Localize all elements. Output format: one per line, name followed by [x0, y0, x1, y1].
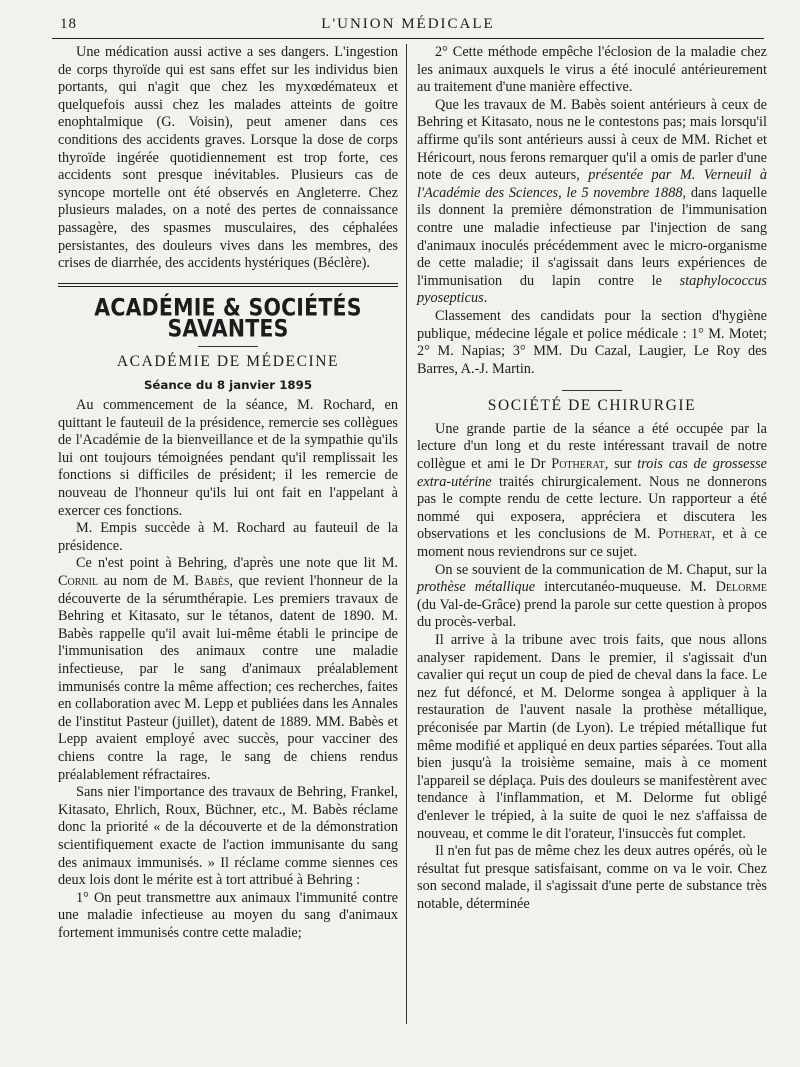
text-run: .: [483, 290, 488, 307]
text-run: au nom de M.: [98, 573, 195, 590]
paragraph: Au commencement de la séance, M. Rochard, en quittant le fauteuil de la présidence, remercie ses collègues de l'Académie de la bienveillance et de la sympathie qu'ils lui ont toujours témoignées pendant qu'il remplissait les fonctions si difficiles de président; il les remercie de nouveau de l'honneur qu'ils lui ont fait en l'appelant à exercer ces fonctions.: [58, 397, 398, 519]
header-rule: [52, 38, 764, 39]
left-column: [58, 44, 398, 943]
right-column: [417, 44, 767, 914]
name-potherat: Potherat: [657, 526, 712, 543]
italic-run: présentée par M. Verneuil à l'Académie des Sciences, le 5 novembre 1888: [417, 167, 768, 201]
italic-run: prothèse métallique: [417, 579, 536, 596]
paragraph: Sans nier l'importance des travaux de Behring, Frankel, Kitasato, Ehrlich, Roux, Büchner, etc., M. Babès réclame donc la priorité « de la découverte et de la démonstration scientifiquement exacte de l'action immunisante du sang des animaux immunisés. » Il réclame comme siennes ces deux lois dont le mérite est à tort attribué à Behring :: [58, 784, 398, 889]
spacer: [417, 378, 767, 390]
text-run: , et à ce moment nous reviendrons sur ce sujet.: [417, 526, 767, 561]
paragraph: [417, 562, 767, 632]
paragraph: [417, 421, 767, 562]
page-number: 18: [60, 16, 77, 32]
heading-rule: [562, 390, 622, 391]
text-run: Ce n'est point à Behring, d'après une note que lit M.: [76, 555, 398, 572]
text-run: intercutanéo-muqueuse. M.: [535, 579, 716, 596]
name-delorme: Delorme: [715, 579, 767, 596]
text-run: Une grande partie de la séance a été occupée par la lecture d'un long et du reste intéressant travail de notre collègue et ami le Dr: [417, 420, 767, 473]
paragraph: [58, 555, 398, 784]
paragraph: M. Empis succède à M. Rochard au fauteuil de la présidence.: [58, 520, 398, 554]
section-divider: [58, 283, 398, 287]
academy-heading: ACADÉMIE DE MÉDECINE: [116, 352, 340, 370]
italic-run: staphylococcus pyosepticus: [417, 272, 767, 307]
page-header: [52, 14, 764, 36]
intro-paragraph: Une médication aussi active a ses dangers. L'ingestion de corps thyroïde qui est sans effet sur les individus bien portants, qui n'agit que chez les myxœdémateux et quelquefois aussi chez les malades atteints de goitre enophtalmique (G. Voisin), peut amener dans ces conditions des accidents graves. Lorsque la dose de corps thyroïde ingérée quotidiennement est trop forte, ces accidents sont presque inévitables. Plusieurs cas de syncope mortelle ont été observés en Angleterre. Chez plusieurs malades, on a noté des pertes de connaissance passagère, des spasmes musculaires, des céphalées persistantes, des douleurs vives dans les membres, des crises de diarrhée, des accidents hystériques (Béclère).: [58, 44, 398, 272]
paragraph: Classement des candidats pour la section d'hygiène publique, médecine légale et police médicale : 1° M. Motet; 2° M. Napias; 3° MM. Du Cazal, Laugier, Le Roy des Barres, A.-J. Martin.: [417, 307, 767, 377]
paragraph: [417, 97, 767, 308]
session-date: Séance du 8 janvier 1895: [143, 377, 313, 392]
column-divider: [406, 44, 407, 1024]
paragraph: 1° On peut transmettre aux animaux l'immunité contre une maladie infectieuse au moyen du sang d'animaux fortement immunisés contre cette maladie;: [58, 889, 398, 941]
running-title: L'UNION MÉDICALE: [321, 16, 495, 32]
heading-rule: [198, 346, 258, 347]
section-heading: ACADÉMIE & SOCIÉTÉS SAVANTES: [94, 293, 362, 342]
paragraph: 2° Cette méthode empêche l'éclosion de la maladie chez les animaux auxquels le virus a été inoculé antérieurement au traitement d'une manière effective.: [417, 44, 767, 96]
text-run: traités chirurgicalement. Nous ne donnerons pas le compte rendu de cette lecture. Un rapporteur a été nommé qui exposera, appréciera et discutera les observations et les conclusions de M.: [417, 473, 767, 543]
text-run: Que les travaux de M. Babès soient antérieurs à ceux de Behring et Kitasato, nous ne le contestons pas; mais lorsqu'il affirme qu'ils sont antérieurs aussi à ceux de MM. Richet et Héricourt, nous ferons remarquer qu'il a omis de parler d'une note de ces deux auteurs,: [417, 96, 767, 184]
text-run: , sur: [604, 456, 638, 473]
paragraph: Il n'en fut pas de même chez les deux autres opérés, où le résultat fut presque satisfaisant, comme on va le voir. Chez son second malade, il s'agissait d'une perte de substance très notable, déterminée: [417, 843, 767, 912]
text-run: , que revient l'honneur de la découverte de la sérumthérapie. Les premiers travaux de Behring et Kitasato, sur le tétanos, datent de 1890. M. Babès rappelle qu'il avait lui-même établi le principe de l'immunisation des animaux contre une maladie infectieuse, par le sang d'animaux préalablement immunisés contre la même affection; ces recherches, faites en collaboration avec M. Lepp et publiées dans les Annales de l'institut Pasteur (juillet), datent de 1889. MM. Babès et Lepp avaient employé avec succès, pour vacciner des chiens contre la rage, le sang de chiens rendus préalablement réfractaires.: [58, 573, 398, 783]
name-potherat: Potherat: [551, 456, 605, 473]
text-run: On se souvient de la communication de M. Chaput, sur la: [435, 561, 767, 578]
paragraph: Il arrive à la tribune avec trois faits, que nous allons analyser rapidement. Dans le premier, il s'agissait d'un cavalier qui reçut un coup de pied de cheval dans la face. Le nez fut défoncé, et M. Delorme songea à appliquer à la restauration de l'auvent nasale la prothèse métallique, préconisée par Martin (de Lyon). Le trépied métallique fut même modifié et appliqué en deux parties séparées. Tout alla bien jusqu'à la troisième semaine, mais à ce moment l'appareil se déplaça. Puis des douleurs se manifestèrent avec tendance à l'inflammation, et M. Delorme fut obligé d'enlever le trépied, à la suite de quoi le nez s'affaissa de nouveau, et comme le dit l'orateur, l'insuccès fut complet.: [417, 632, 767, 842]
text-run: , dans laquelle ils donnent la première démonstration de l'immunisation contre une maladie infectieuse par l'injection de sang d'animaux inoculés précédemment avec le micro-organisme de cette maladie; il s'agissait dans leurs expériences de l'immunisation du lapin contre le: [417, 184, 767, 289]
text-run: (du Val-de-Grâce) prend la parole sur cette question à propos du procès-verbal.: [417, 596, 767, 631]
name-cornil: Cornil: [58, 573, 99, 590]
italic-run: trois cas de grossesse extra-utérine: [417, 456, 767, 490]
name-babes: Babès: [194, 573, 230, 590]
society-heading: SOCIÉTÉ DE CHIRURGIE: [487, 397, 697, 415]
